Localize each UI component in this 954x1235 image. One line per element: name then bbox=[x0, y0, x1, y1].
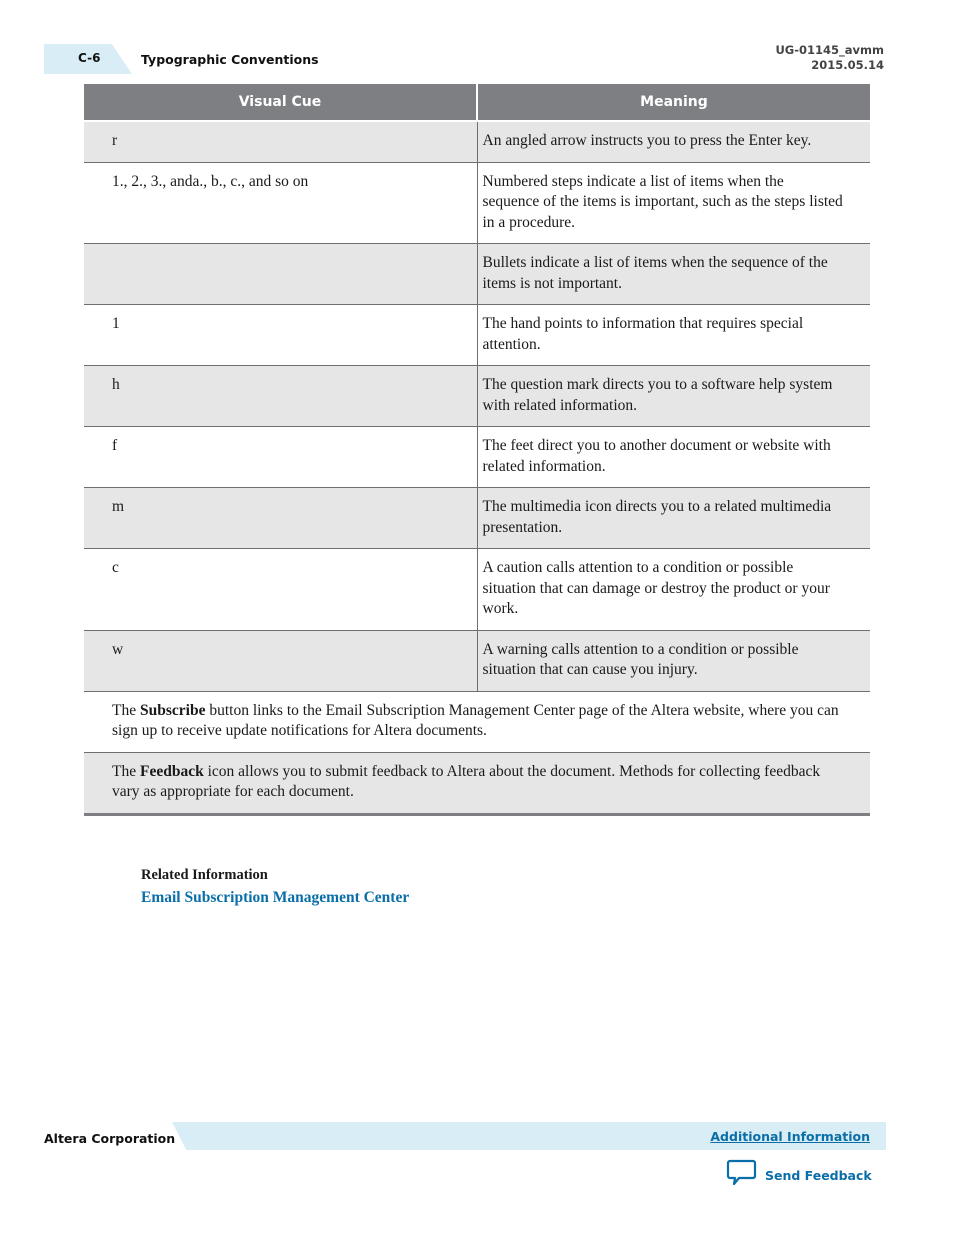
table-row-feedback bbox=[84, 752, 870, 814]
table-header-row bbox=[84, 84, 870, 121]
visual-cue-cell: h bbox=[84, 366, 477, 427]
section-title: Typographic Conventions bbox=[141, 52, 319, 67]
send-feedback-button[interactable] bbox=[726, 1159, 872, 1192]
visual-cue-cell: r bbox=[84, 121, 477, 162]
visual-cue-cell: f bbox=[84, 427, 477, 488]
table-row bbox=[84, 488, 870, 549]
table-row bbox=[84, 305, 870, 366]
column-header-visual-cue: Visual Cue bbox=[84, 84, 477, 121]
table-row bbox=[84, 427, 870, 488]
meaning-cell: The hand points to information that requires special attention. bbox=[477, 305, 870, 366]
meaning-cell: An angled arrow instructs you to press the Enter key. bbox=[477, 121, 870, 162]
meaning-cell: A caution calls attention to a condition or possible situation that can damage or destroy the product or your work. bbox=[477, 549, 870, 631]
meaning-cell: A warning calls attention to a condition or possible situation that can cause you injury. bbox=[477, 630, 870, 691]
doc-date: 2015.05.14 bbox=[811, 58, 884, 72]
feedback-post: icon allows you to submit feedback to Altera about the document. Methods for collecting feedback vary as appropriate for each document. bbox=[112, 762, 821, 800]
doc-id-block bbox=[775, 43, 884, 73]
subscribe-term: Subscribe bbox=[139, 701, 206, 719]
feedback-term: Feedback bbox=[139, 762, 204, 780]
page-number: C-6 bbox=[78, 51, 101, 65]
table-row-subscribe bbox=[84, 691, 870, 752]
subscribe-description bbox=[84, 691, 870, 752]
visual-cue-cell: 1., 2., 3., anda., b., c., and so on bbox=[84, 162, 477, 244]
table-row bbox=[84, 244, 870, 305]
subscribe-post: button links to the Email Subscription Management Center page of the Altera website, where you can sign up to receive update notifications for Altera documents. bbox=[112, 701, 839, 739]
column-header-meaning: Meaning bbox=[477, 84, 870, 121]
table-row bbox=[84, 162, 870, 244]
email-subscription-link[interactable]: Email Subscription Management Center bbox=[141, 889, 410, 906]
table-row bbox=[84, 366, 870, 427]
conventions-table bbox=[84, 84, 870, 816]
speech-bubble-icon bbox=[726, 1159, 757, 1192]
table-row bbox=[84, 121, 870, 162]
feedback-description bbox=[84, 752, 870, 814]
meaning-cell: The feet direct you to another document or website with related information. bbox=[477, 427, 870, 488]
meaning-cell: Bullets indicate a list of items when the sequence of the items is not important. bbox=[477, 244, 870, 305]
visual-cue-cell bbox=[84, 244, 477, 305]
table-row bbox=[84, 549, 870, 631]
visual-cue-cell: 1 bbox=[84, 305, 477, 366]
doc-id: UG-01145_avmm bbox=[775, 43, 884, 57]
related-information-heading: Related Information bbox=[141, 867, 268, 883]
additional-information-link[interactable]: Additional Information bbox=[710, 1129, 870, 1144]
send-feedback-label: Send Feedback bbox=[765, 1168, 872, 1183]
company-name: Altera Corporation bbox=[44, 1131, 176, 1146]
feedback-pre: The bbox=[112, 762, 140, 780]
visual-cue-cell: m bbox=[84, 488, 477, 549]
meaning-cell: The multimedia icon directs you to a related multimedia presentation. bbox=[477, 488, 870, 549]
visual-cue-cell: c bbox=[84, 549, 477, 631]
visual-cue-cell: w bbox=[84, 630, 477, 691]
meaning-cell: Numbered steps indicate a list of items when the sequence of the items is important, such as the steps listed in a procedure. bbox=[477, 162, 870, 244]
subscribe-pre: The bbox=[112, 701, 140, 719]
table-row bbox=[84, 630, 870, 691]
meaning-cell: The question mark directs you to a software help system with related information. bbox=[477, 366, 870, 427]
